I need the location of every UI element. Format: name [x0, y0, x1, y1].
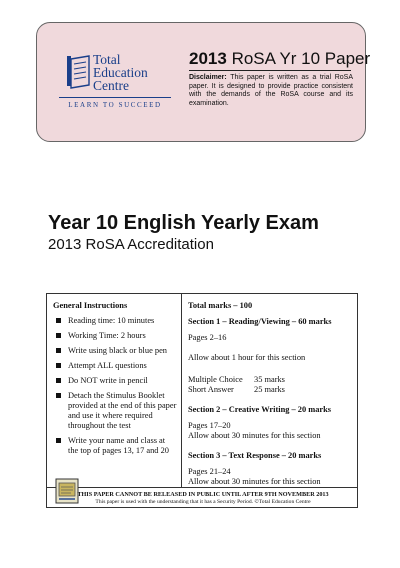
release-notice: THIS PAPER CANNOT BE RELEASED IN PUBLIC UNTIL AFTER 9TH NOVEMBER 2013 — [77, 491, 329, 498]
section-2-pages: Pages 17–20 — [188, 421, 231, 430]
section-3-pages: Pages 21–24 — [188, 467, 231, 476]
paper-title-rest: RoSA Yr 10 Paper — [231, 49, 371, 68]
logo-wordmark — [93, 53, 148, 92]
bullet-icon — [56, 318, 61, 323]
instruction-item: Reading time: 10 minutes — [53, 316, 177, 326]
security-notice: This paper is used with the understanding that it has a Security Period. ©Total Education Centre — [95, 499, 311, 505]
section-1-part-row — [188, 385, 353, 395]
exam-subtitle: 2013 RoSA Accreditation — [48, 236, 214, 253]
logo-line-education: Education — [93, 65, 148, 80]
footer-bar — [46, 488, 358, 508]
section-3-title: Section 3 – Text Response – 20 marks — [188, 451, 322, 460]
bullet-icon — [56, 363, 61, 368]
bullet-icon — [56, 393, 61, 398]
open-book-icon — [59, 55, 91, 91]
bullet-icon — [56, 378, 61, 383]
instructions-heading: General Instructions — [53, 301, 128, 310]
logo-tagline: LEARN TO SUCCEED — [68, 101, 162, 109]
disclaimer-label: Disclaimer: — [189, 74, 227, 81]
part-marks: 35 marks — [254, 375, 285, 384]
instruction-item: Do NOT write in pencil — [53, 376, 177, 386]
section-2-title: Section 2 – Creative Writing – 20 marks — [188, 405, 332, 414]
disclaimer-text: This paper is written as a trial RoSA paper. It is designed to provide practice consistent with the demands of the RoSA course and its examination. — [189, 74, 353, 107]
section-1-part-row — [188, 375, 353, 385]
section-1-time: Allow about 1 hour for this section — [188, 353, 306, 362]
exam-title: Year 10 English Yearly Exam — [48, 212, 319, 234]
bullet-icon — [56, 348, 61, 353]
part-marks: 25 marks — [254, 385, 285, 394]
bullet-icon — [56, 438, 61, 443]
general-instructions — [53, 301, 177, 461]
instruction-item: Attempt ALL questions — [53, 361, 177, 371]
marks-breakdown — [188, 301, 353, 487]
total-marks: Total marks – 100 — [188, 301, 253, 310]
section-2-time: Allow about 30 minutes for this section — [188, 431, 321, 440]
part-name: Multiple Choice — [188, 375, 243, 384]
bullet-icon — [56, 333, 61, 338]
paper-title — [189, 49, 370, 69]
instruction-item: Detach the Stimulus Booklet provided at the end of this paper and use it where required throughout the test — [53, 391, 177, 431]
instruction-item: Write your name and class at the top of pages 13, 17 and 20 — [53, 436, 177, 456]
title-rule — [189, 70, 351, 71]
logo-line-total: Total — [93, 52, 121, 67]
part-name: Short Answer — [188, 385, 234, 394]
exam-info-box — [46, 293, 358, 488]
logo-line-centre: Centre — [93, 78, 129, 93]
section-1-title: Section 1 – Reading/Viewing – 60 marks — [188, 317, 332, 326]
paper-title-year: 2013 — [189, 49, 227, 68]
section-1-pages: Pages 2–16 — [188, 333, 227, 342]
disclaimer — [189, 74, 353, 108]
total-education-centre-logo — [59, 51, 174, 131]
instruction-item: Working Time: 2 hours — [53, 331, 177, 341]
column-divider — [181, 294, 182, 487]
logo-rule — [59, 97, 171, 98]
header-box — [36, 22, 371, 142]
section-3-time: Allow about 30 minutes for this section — [188, 477, 321, 486]
instruction-item: Write using black or blue pen — [53, 346, 177, 356]
